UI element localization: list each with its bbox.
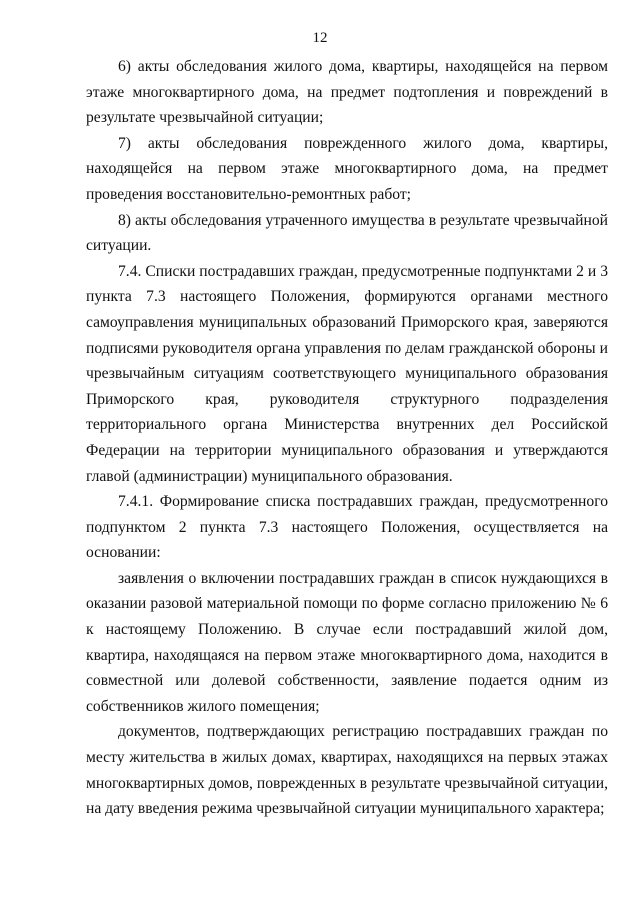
paragraph-application: заявления о включении пострадавших граждан в список нуждающихся в оказании разовой материальной помощи по форме согласно приложению № 6 к настоящему Положению. В случае если пострадавший жилой дом, квартира, находящаяся на первом этаже многоквартирного дома, находится в совместной или долевой собственности, заявление подается одним из собственников жилого помещения;	[86, 569, 608, 715]
document-body	[86, 54, 608, 822]
paragraph-item-6: 6) акты обследования жилого дома, квартиры, находящейся на первом этаже многоквартирного дома, на предмет подтопления и повреждений в результате чрезвычайной ситуации;	[86, 58, 608, 127]
page-number: 12	[312, 30, 328, 46]
paragraph-7-4-1: 7.4.1. Формирование списка пострадавших граждан, предусмотренного подпунктом 2 пункта 7.3 настоящего Положения, осуществляется на основании:	[86, 493, 608, 562]
paragraph-item-7: 7) акты обследования поврежденного жилого дома, квартиры, находящейся на первом этаже многоквартирного дома, на предмет проведения восстановительно-ремонтных работ;	[86, 134, 608, 203]
paragraph-7-4: 7.4. Списки пострадавших граждан, предусмотренные подпунктами 2 и 3 пункта 7.3 настоящего Положения, формируются органами местного самоуправления муниципальных образований Приморского края, заверяются подписями руководителя органа управления по делам гражданской обороны и чрезвычайным ситуациям соответствующего муниципального образования Приморского края, руководителя структурного подразделения территориального органа Министерства внутренних дел Российской Федерации на территории муниципального образования и утверждаются главой (администрации) муниципального образования.	[86, 262, 608, 485]
paragraph-item-8: 8) акты обследования утраченного имущества в результате чрезвычайной ситуации.	[86, 211, 608, 255]
paragraph-documents: документов, подтверждающих регистрацию пострадавших граждан по месту жительства в жилых домах, квартирах, находящихся на первых этажах многоквартирных домов, поврежденных в результате чрезвычайной ситуации, на дату введения режима чрезвычайной ситуации муниципального характера;	[86, 723, 608, 818]
